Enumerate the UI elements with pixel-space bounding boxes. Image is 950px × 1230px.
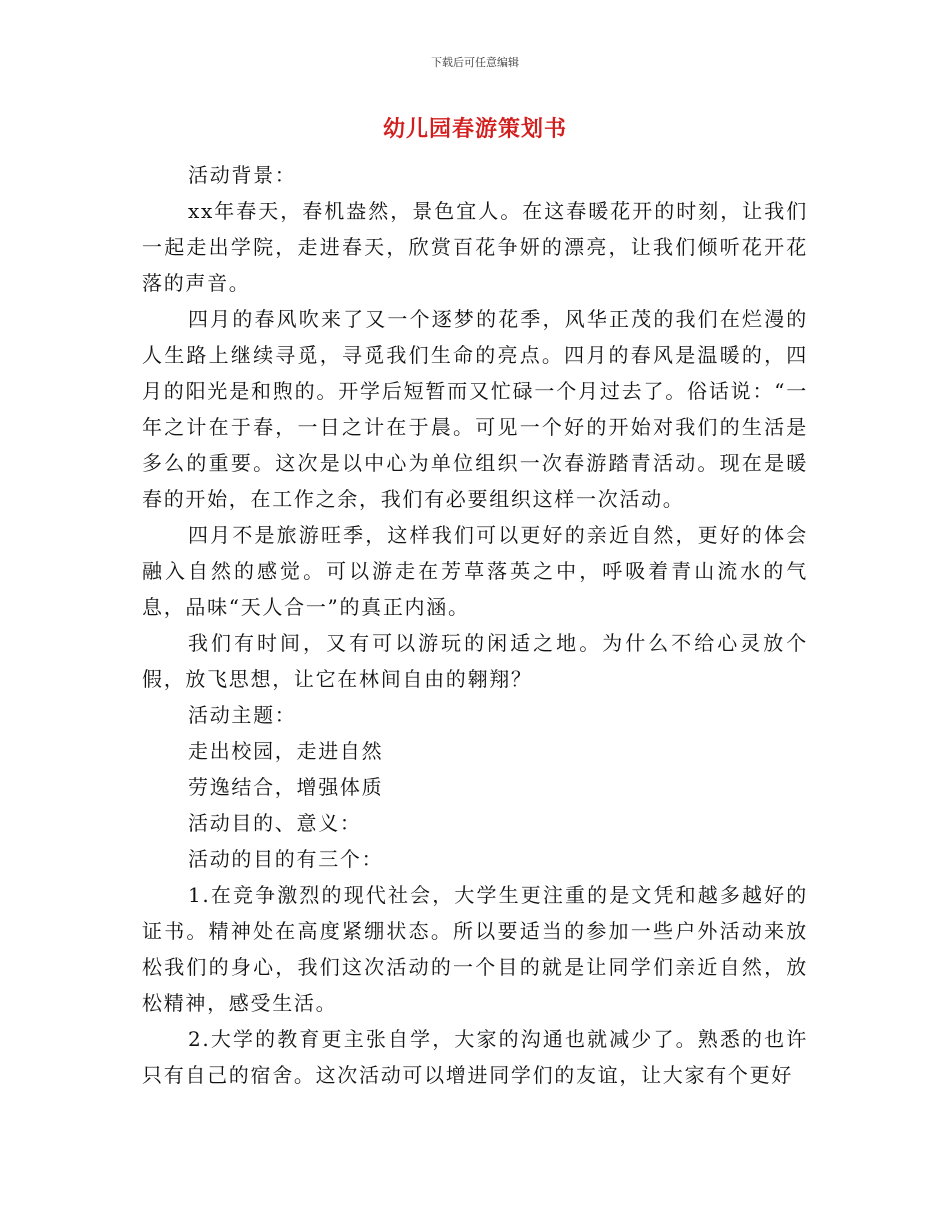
paragraph: 走出校园，走进自然 <box>188 739 384 763</box>
document-title: 幼儿园春游策划书 <box>382 117 567 142</box>
paragraph: 活动的目的有三个： <box>188 847 384 871</box>
paragraph: 四月的春风吹来了又一个逐梦的花季，风华正茂的我们在烂漫的人生路上继续寻觅，寻觅我们生命的亮点。四月的春风是温暖的，四月的阳光是和煦的。开学后短暂而又忙碌一个月过去了。俗话说：“一年之计在于春，一日之计在于晨。可见一个好的开始对我们的生活是多么的重要。这次是以中心为单位组织一次春游踏青活动。现在是暖春的开始，在工作之余，我们有必要组织这样一次活动。 <box>142 307 808 511</box>
paragraph: xx年春天，春机盎然，景色宜人。在这春暖花开的时刻，让我们一起走出学院，走进春天，欣赏百花争妍的漂亮，让我们倾听花开花落的声音。 <box>142 199 808 295</box>
paragraph: 劳逸结合，增强体质 <box>188 775 384 799</box>
paragraph: 1.在竞争激烈的现代社会，大学生更注重的是文凭和越多越好的证书。精神处在高度紧绷状态。所以要适当的参加一些户外活动来放松我们的身心，我们这次活动的一个目的就是让同学们亲近自然，放松精神，感受生活。 <box>142 883 808 1015</box>
paragraph: 活动背景： <box>188 163 297 187</box>
paragraph: 活动目的、意义： <box>188 811 362 835</box>
paragraph: 活动主题： <box>188 703 297 727</box>
header-note: 下载后可任意编辑 <box>431 56 519 69</box>
body-text <box>142 157 808 1093</box>
paragraph: 四月不是旅游旺季，这样我们可以更好的亲近自然，更好的体会融入自然的感觉。可以游走在芳草落英之中，呼吸着青山流水的气息，品味“天人合一”的真正内涵。 <box>142 523 808 619</box>
paragraph: 我们有时间，又有可以游玩的闲适之地。为什么不给心灵放个假，放飞思想，让它在林间自由的翱翔？ <box>142 631 808 691</box>
paragraph: 2.大学的教育更主张自学，大家的沟通也就减少了。熟悉的也许只有自己的宿舍。这次活动可以增进同学们的友谊，让大家有个更好 <box>142 1027 808 1087</box>
